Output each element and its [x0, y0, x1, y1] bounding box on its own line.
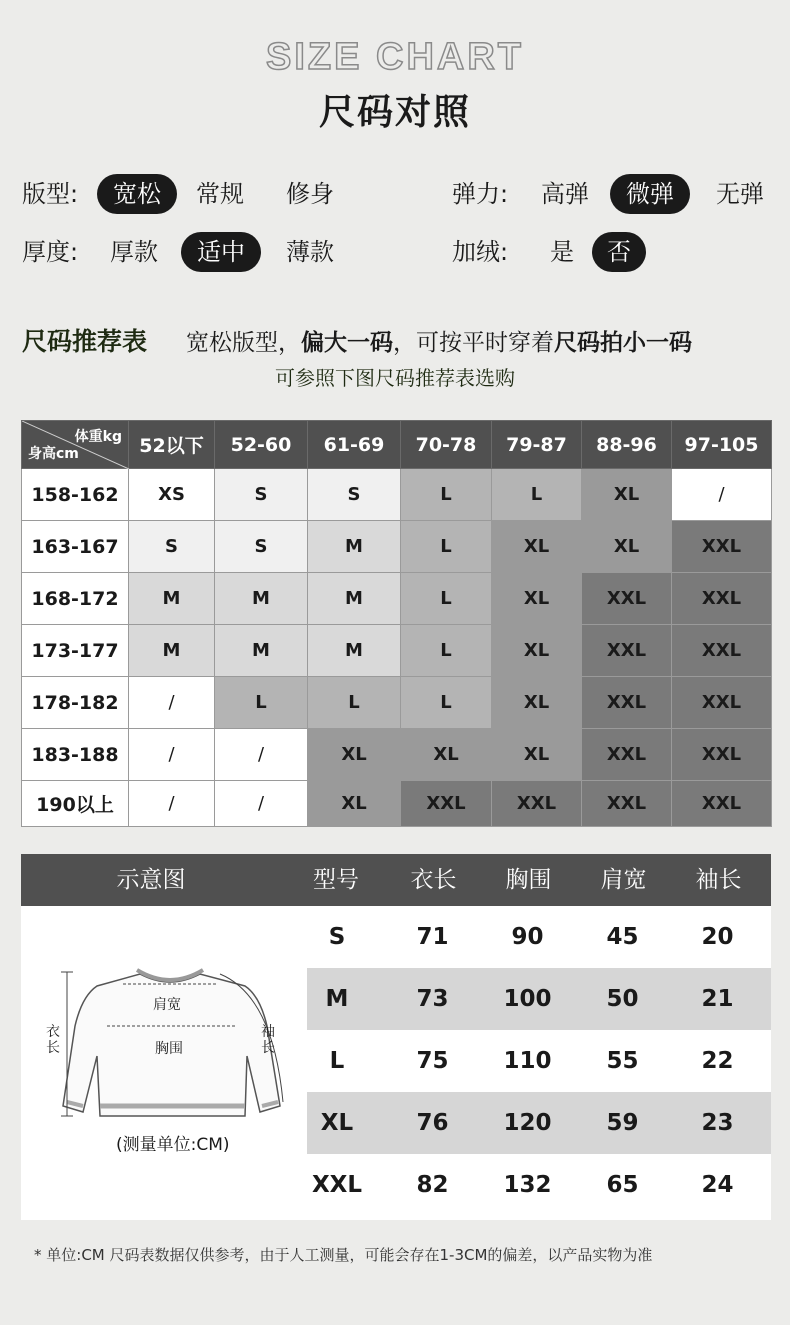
fleece-option-yes: 是 [550, 238, 574, 266]
size-cell: XXL [672, 729, 772, 781]
measurement-shoulder: 59 [606, 1110, 639, 1136]
header-length: 衣长 [410, 867, 457, 893]
height-cell: 173-177 [22, 625, 129, 677]
measurement-header [21, 854, 771, 906]
size-cell: M [215, 573, 308, 625]
size-cell: XL [492, 573, 582, 625]
header-shoulder: 肩宽 [600, 867, 647, 893]
height-cell: 163-167 [22, 521, 129, 573]
height-cell: 168-172 [22, 573, 129, 625]
measurement-shoulder: 55 [606, 1048, 639, 1074]
size-cell: XXL [672, 573, 772, 625]
diagram-label-sleeve: 袖长 [261, 1024, 275, 1056]
size-cell: S [129, 521, 215, 573]
fit-option-regular: 常规 [196, 180, 244, 208]
table-row [22, 677, 772, 729]
measurement-size: XL [320, 1110, 354, 1136]
size-cell: XXL [672, 677, 772, 729]
size-cell: L [401, 469, 492, 521]
size-cell: S [308, 469, 401, 521]
measurement-length: 82 [416, 1172, 449, 1198]
size-cell: L [215, 677, 308, 729]
attribute-row-1 [0, 172, 790, 216]
size-cell: XXL [582, 625, 672, 677]
weight-header: 61-69 [308, 421, 401, 469]
measurement-sleeve: 20 [701, 924, 734, 950]
footnote: * 单位:CM 尺码表数据仅供参考，由于人工测量，可能会存在1-3CM的偏差，以产品实物为准 [34, 1246, 653, 1264]
elasticity-option-high: 高弹 [541, 180, 589, 208]
size-cell: XXL [672, 625, 772, 677]
size-recommendation-table [21, 420, 772, 827]
height-cell: 183-188 [22, 729, 129, 781]
size-cell: M [129, 573, 215, 625]
size-cell: L [401, 573, 492, 625]
table-row [22, 729, 772, 781]
title-chinese: 尺码对照 [318, 92, 471, 133]
size-cell: M [308, 573, 401, 625]
size-cell: / [672, 469, 772, 521]
fit-label: 版型: [22, 180, 79, 208]
size-cell: XXL [401, 781, 492, 827]
size-cell: / [129, 781, 215, 827]
size-cell: S [215, 469, 308, 521]
size-cell: / [215, 729, 308, 781]
size-cell: L [308, 677, 401, 729]
measurement-row [307, 1092, 771, 1154]
size-cell: / [129, 677, 215, 729]
header-sleeve: 袖长 [695, 867, 742, 893]
recommend-description: 宽松版型，偏大一码，可按平时穿着尺码拍小一码 [186, 330, 692, 356]
size-cell: XL [492, 625, 582, 677]
header-size: 型号 [313, 867, 359, 893]
thickness-selected-pill: 适中 [181, 232, 261, 272]
size-cell: M [129, 625, 215, 677]
fleece-selected-pill: 否 [592, 232, 646, 272]
measurement-chest: 90 [511, 924, 544, 950]
measurement-row [307, 968, 771, 1030]
height-axis-label: 身高cm [28, 446, 79, 462]
measurement-shoulder: 65 [606, 1172, 639, 1198]
size-cell: M [215, 625, 308, 677]
size-cell: XL [401, 729, 492, 781]
size-cell: / [129, 729, 215, 781]
size-cell: L [401, 625, 492, 677]
size-cell: XXL [582, 677, 672, 729]
fleece-label: 加绒: [452, 238, 509, 266]
size-cell: XL [492, 677, 582, 729]
size-cell: XXL [582, 729, 672, 781]
size-cell: XL [492, 521, 582, 573]
weight-header: 97-105 [672, 421, 772, 469]
size-cell: XXL [492, 781, 582, 827]
measurement-sleeve: 23 [701, 1110, 734, 1136]
size-cell: XXL [582, 573, 672, 625]
size-cell: XL [308, 781, 401, 827]
measurement-body [21, 906, 771, 1220]
measurement-size: M [325, 986, 349, 1012]
measurement-length: 73 [416, 986, 449, 1012]
recommend-title: 尺码推荐表 [22, 327, 148, 356]
elasticity-option-none: 无弹 [716, 180, 764, 208]
measurement-size: S [328, 924, 346, 950]
measurement-size: XXL [311, 1172, 363, 1198]
measurement-length: 71 [416, 924, 449, 950]
fit-selected-pill: 宽松 [97, 174, 177, 214]
thickness-option-thin: 薄款 [286, 238, 334, 266]
thickness-option-thick: 厚款 [110, 238, 158, 266]
measurement-sleeve: 22 [701, 1048, 734, 1074]
size-cell: L [401, 677, 492, 729]
size-cell: XXL [672, 781, 772, 827]
table-row [22, 573, 772, 625]
measurement-row [307, 1030, 771, 1092]
attribute-row-2 [0, 230, 790, 274]
size-cell: S [215, 521, 308, 573]
measurement-shoulder: 45 [606, 924, 639, 950]
elasticity-label: 弹力: [452, 180, 509, 208]
measurement-chest: 132 [503, 1172, 552, 1198]
measurement-sleeve: 21 [701, 986, 734, 1012]
diagram-label-shoulder: 肩宽 [153, 997, 181, 1013]
unit-caption: (测量单位:CM) [116, 1135, 230, 1155]
table-corner-cell [22, 421, 129, 469]
diagram-label-chest: 胸围 [155, 1041, 183, 1057]
size-cell: M [308, 625, 401, 677]
table-row [22, 469, 772, 521]
weight-axis-label: 体重kg [74, 429, 122, 445]
size-cell: XL [308, 729, 401, 781]
measurement-chest: 100 [503, 986, 552, 1012]
measurement-row [307, 906, 771, 968]
table-row [22, 781, 772, 827]
diagram-label-length: 衣长 [46, 1024, 60, 1056]
size-cell: XXL [582, 781, 672, 827]
measurement-chest: 120 [503, 1110, 552, 1136]
size-cell: XL [492, 729, 582, 781]
table-header-row [22, 421, 772, 469]
table-row [22, 521, 772, 573]
size-cell: M [308, 521, 401, 573]
size-cell: XL [582, 469, 672, 521]
weight-header: 79-87 [492, 421, 582, 469]
table-row [22, 625, 772, 677]
height-cell: 178-182 [22, 677, 129, 729]
header-diagram: 示意图 [116, 867, 186, 893]
weight-header: 70-78 [401, 421, 492, 469]
height-cell: 190以上 [22, 781, 129, 827]
elasticity-selected-pill: 微弹 [610, 174, 690, 214]
size-cell: L [492, 469, 582, 521]
title-english: SIZE CHART [266, 36, 524, 78]
size-cell: XS [129, 469, 215, 521]
weight-header: 52-60 [215, 421, 308, 469]
measurement-length: 76 [416, 1110, 449, 1136]
measurement-sleeve: 24 [701, 1172, 734, 1198]
measurement-size: L [329, 1048, 345, 1074]
size-cell: L [401, 521, 492, 573]
measurement-shoulder: 50 [606, 986, 639, 1012]
size-cell: XL [582, 521, 672, 573]
recommend-subtitle: 可参照下图尺码推荐表选购 [275, 366, 515, 390]
measurement-length: 75 [416, 1048, 449, 1074]
measurement-chest: 110 [503, 1048, 552, 1074]
measurement-row [307, 1154, 771, 1216]
header-chest: 胸围 [505, 867, 552, 893]
height-cell: 158-162 [22, 469, 129, 521]
thickness-label: 厚度: [22, 238, 79, 266]
fit-option-slim: 修身 [286, 180, 334, 208]
weight-header: 88-96 [582, 421, 672, 469]
size-cell: / [215, 781, 308, 827]
weight-header: 52以下 [129, 421, 215, 469]
size-cell: XXL [672, 521, 772, 573]
